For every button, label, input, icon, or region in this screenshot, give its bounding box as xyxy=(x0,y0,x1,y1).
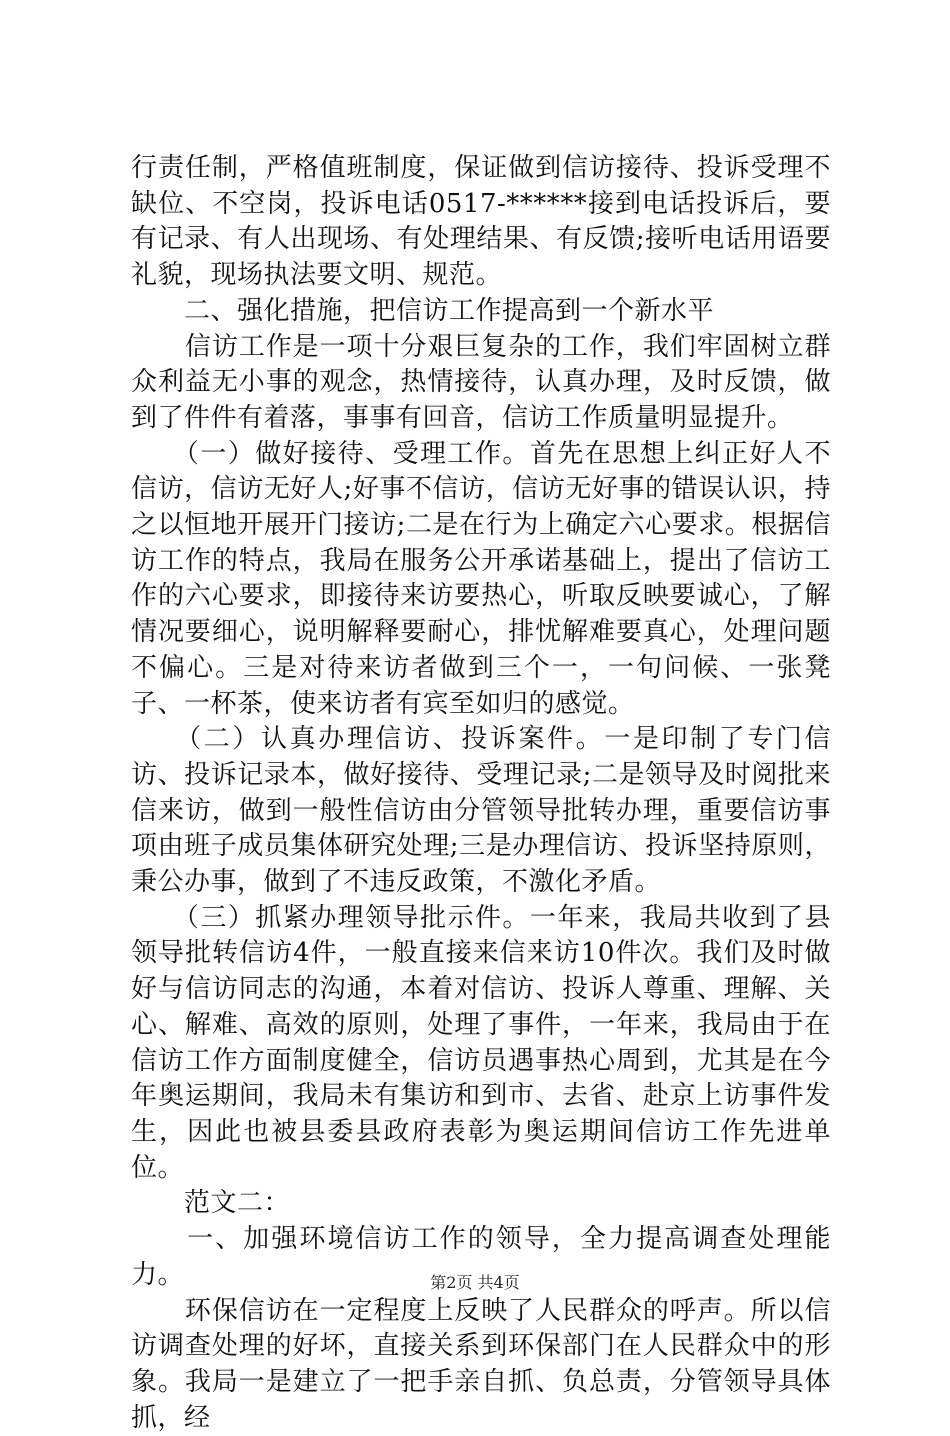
document-body xyxy=(131,151,831,1436)
paragraph-petition-work-intro: 信访工作是一项十分艰巨复杂的工作，我们牢固树立群众利益无小事的观念，热情接待，认真办理，及时反馈，做到了件件有着落，事事有回音，信访工作质量明显提升。 xyxy=(131,330,831,437)
heading-section-two: 二、强化措施，把信访工作提高到一个新水平 xyxy=(131,294,831,330)
paragraph-environment-petition: 环保信访在一定程度上反映了人民群众的呼声。所以信访调查处理的好坏，直接关系到环保部门在人民群众中的形象。我局一是建立了一把手亲自抓、负总责，分管领导具体抓，经 xyxy=(131,1294,831,1436)
paragraph-responsibility-system: 行责任制，严格值班制度，保证做到信访接待、投诉受理不缺位、不空岗，投诉电话0517-******接到电话投诉后，要有记录、有人出现场、有处理结果、有反馈;接听电话用语要礼貌，现场执法要文明、规范。 xyxy=(131,151,831,294)
paragraph-item-one: （一）做好接待、受理工作。首先在思想上纠正好人不信访，信访无好人;好事不信访，信访无好事的错误认识，持之以恒地开展开门接访;二是在行为上确定六心要求。根据信访工作的特点，我局在服务公开承诺基础上，提出了信访工作的六心要求，即接待来访要热心，听取反映要诚心，了解情况要细心，说明解释要耐心，排忧解难要真心，处理问题不偏心。三是对待来访者做到三个一，一句问候、一张凳子、一杯茶，使来访者有宾至如归的感觉。 xyxy=(131,437,831,723)
page-footer xyxy=(0,1270,950,1293)
heading-sample-two: 范文二： xyxy=(131,1186,831,1222)
heading-strengthen-leadership: 一、加强环境信访工作的领导，全力提高调查处理能力。 xyxy=(131,1222,831,1293)
page-number-label: 第2页 共4页 xyxy=(430,1273,519,1292)
paragraph-item-two: （二）认真办理信访、投诉案件。一是印制了专门信访、投诉记录本，做好接待、受理记录;二是领导及时阅批来信来访，做到一般性信访由分管领导批转办理，重要信访事项由班子成员集体研究处理;三是办理信访、投诉坚持原则，秉公办事，做到了不违反政策，不激化矛盾。 xyxy=(131,722,831,901)
paragraph-item-three: （三）抓紧办理领导批示件。一年来，我局共收到了县领导批转信访4件，一般直接来信来访10件次。我们及时做好与信访同志的沟通，本着对信访、投诉人尊重、理解、关心、解难、高效的原则，处理了事件，一年来，我局由于在信访工作方面制度健全，信访员遇事热心周到，尤其是在今年奥运期间，我局未有集访和到市、去省、赴京上访事件发生，因此也被县委县政府表彰为奥运期间信访工作先进单位。 xyxy=(131,901,831,1187)
